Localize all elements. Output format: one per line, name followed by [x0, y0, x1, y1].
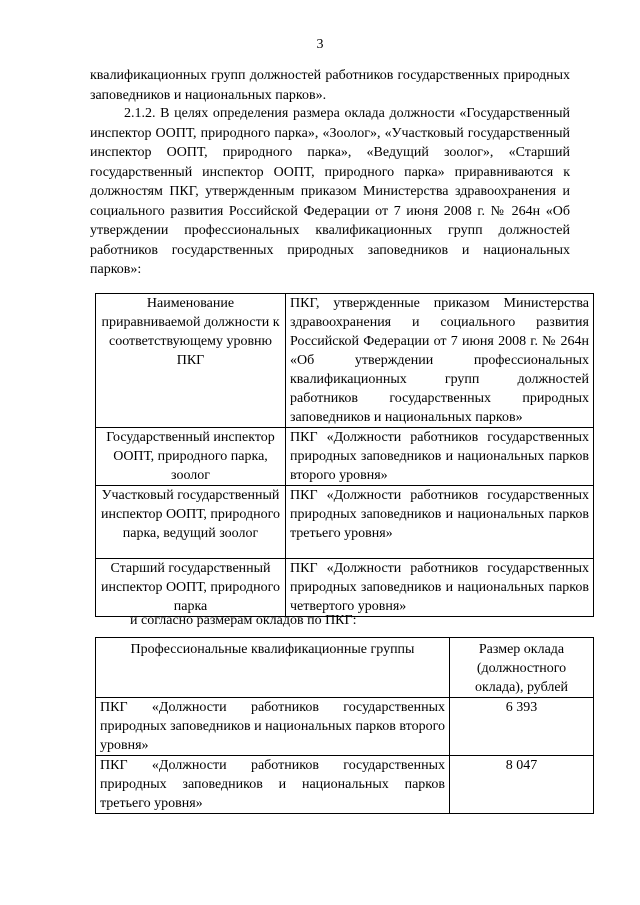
- cell-salary: 8 047: [450, 756, 594, 814]
- table-row: [96, 559, 594, 617]
- table-row: [96, 756, 594, 814]
- cell-position: Государственный инспектор ООПТ, природного парка, зоолог: [96, 428, 286, 486]
- table-row: [96, 698, 594, 756]
- cell-position: Участковый государственный инспектор ООПТ, природного парка, ведущий зоолог: [96, 486, 286, 559]
- cell-pkg: ПКГ «Должности работников государственных природных заповедников и национальных парков третьего уровня»: [286, 486, 594, 559]
- cell-group: ПКГ «Должности работников государственных природных заповедников и национальных парков третьего уровня»: [96, 756, 450, 814]
- paragraph-salaries-intro: и согласно размерам окладов по ПКГ:: [130, 613, 357, 628]
- cell-group: ПКГ «Должности работников государственных природных заповедников и национальных парков второго уровня»: [96, 698, 450, 756]
- table-row: [96, 486, 594, 559]
- cell-salary: 6 393: [450, 698, 594, 756]
- salary-table: [95, 637, 594, 814]
- header-position: Наименование приравниваемой должности к соответствующему уровню ПКГ: [96, 294, 286, 428]
- cell-pkg: ПКГ «Должности работников государственных природных заповедников и национальных парков второго уровня»: [286, 428, 594, 486]
- header-groups: Профессиональные квалификационные группы: [96, 638, 450, 698]
- header-pkg: ПКГ, утвержденные приказом Министерства здравоохранения и социального развития Российской Федерации от 7 июня 2008 г. № 264н «Об утверждении профессиональных квалификационных групп должностей работников государственных природных заповедников и национальных парков»: [286, 294, 594, 428]
- position-mapping-table: [95, 293, 594, 617]
- cell-position: Старший государственный инспектор ООПТ, природного парка: [96, 559, 286, 617]
- table-header-row: [96, 294, 594, 428]
- paragraph-continuation: квалификационных групп должностей работников государственных природных заповедников и национальных парков».: [90, 68, 570, 103]
- header-salary: Размер оклада (должностного оклада), рублей: [450, 638, 594, 698]
- table-row: [96, 428, 594, 486]
- table-header-row: [96, 638, 594, 698]
- cell-pkg: ПКГ «Должности работников государственных природных заповедников и национальных парков четвертого уровня»: [286, 559, 594, 617]
- page-number: 3: [316, 37, 324, 52]
- paragraph-2-1-2: 2.1.2. В целях определения размера оклада должности «Государственный инспектор ООПТ, природного парка», «Зоолог», «Участковый государственный инспектор ООПТ, природного парка», «Ведущий зоолог», «Старший государственный инспектор ООПТ, природного парка» приравниваются к должностям ПКГ, утвержденным приказом Министерства здравоохранения и социального развития Российской Федерации от 7 июня 2008 г. № 264н «Об утверждении профессиональных квалификационных групп должностей работников государственных природных заповедников и национальных парков»:: [90, 106, 570, 277]
